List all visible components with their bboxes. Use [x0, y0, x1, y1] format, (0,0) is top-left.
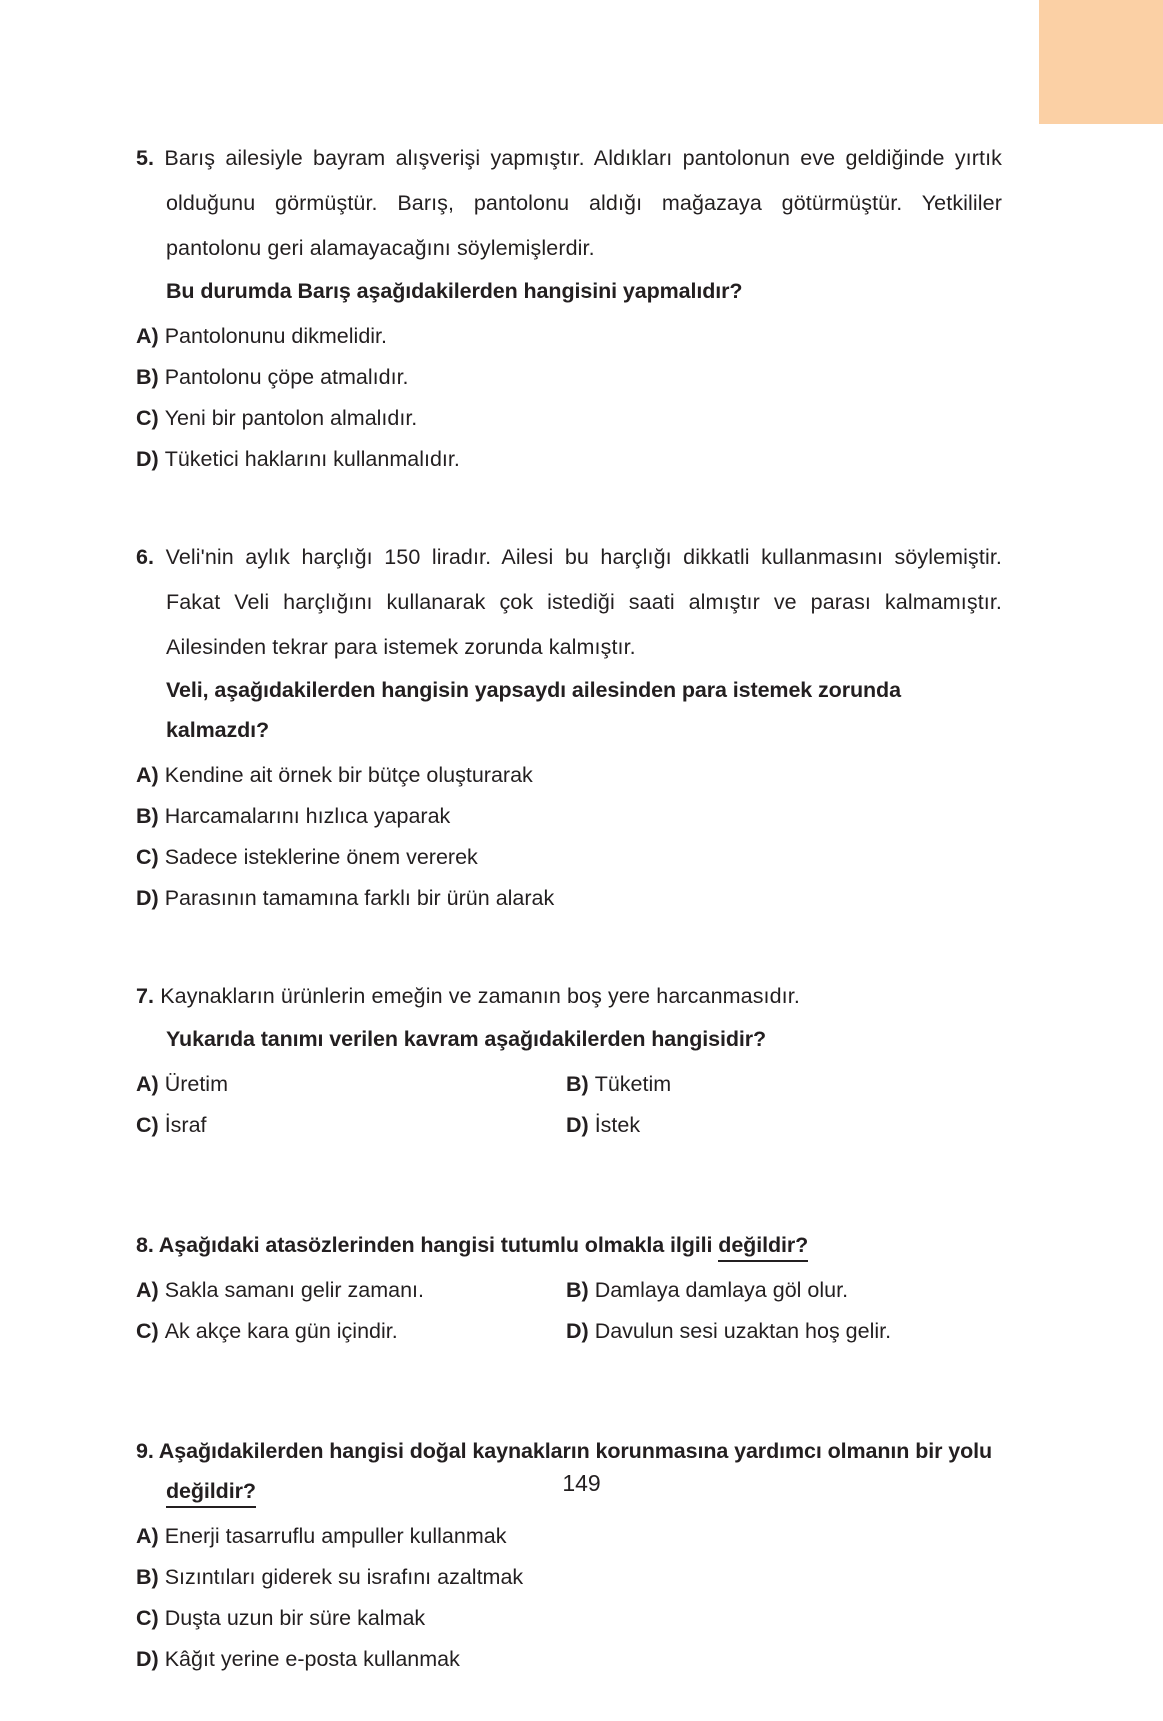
option-b[interactable] [136, 358, 409, 397]
option-label: Duşta uzun bir süre kalmak [164, 1606, 426, 1630]
question-9-prompt-text: 9. Aşağıdakilerden hangisi doğal kaynakların korunmasına yardımcı olmanın bir yolu [136, 1439, 993, 1463]
option-label: Pantolonunu dikmelidir. [164, 324, 387, 348]
option-row [136, 399, 1002, 438]
option-b[interactable] [136, 1558, 523, 1597]
question-5-text: Barış ailesiyle bayram alışverişi yapmıştır. Aldıkları pantolonun eve geldiğinde yırtık olduğunu görmüştür. Barış, pantolonu aldığı mağazaya götürmüştür. Yetkililer pantolonu geri alamayacağını söylemişlerdir. [164, 146, 1002, 260]
option-letter: B) [136, 1565, 159, 1589]
option-label: Pantolonu çöpe atmalıdır. [164, 365, 409, 389]
option-d[interactable] [136, 879, 554, 918]
question-5-options [136, 317, 1002, 479]
option-row [136, 1517, 1002, 1556]
option-label: Sadece isteklerine önem vererek [164, 845, 478, 869]
option-row [136, 838, 1002, 877]
question-8 [136, 1225, 1002, 1351]
question-8-options [136, 1271, 1002, 1351]
option-label: Yeni bir pantolon almalıdır. [164, 406, 418, 430]
section-spacer [136, 960, 1002, 974]
option-label: Ak akçe kara gün içindir. [164, 1319, 398, 1343]
question-6 [136, 535, 1002, 918]
section-spacer [136, 1187, 1002, 1225]
option-row [136, 879, 1002, 918]
option-c[interactable] [136, 1599, 425, 1638]
option-letter: B) [566, 1072, 589, 1096]
corner-accent-block [1039, 0, 1163, 124]
option-row [136, 440, 1002, 479]
section-spacer [136, 1393, 1002, 1431]
option-letter: B) [136, 365, 159, 389]
option-label: Tüketici haklarını kullanmalıdır. [164, 447, 460, 471]
option-row [136, 317, 1002, 356]
option-label: Kendine ait örnek bir bütçe oluşturarak [164, 763, 533, 787]
question-8-prompt-text: 8. Aşağıdaki atasözlerinden hangisi tutumlu olmakla ilgili [136, 1233, 719, 1257]
option-letter: C) [136, 1319, 159, 1343]
question-7-number: 7. [136, 984, 155, 1008]
question-9 [136, 1431, 1002, 1679]
option-a[interactable] [136, 1517, 506, 1556]
option-a[interactable] [136, 1271, 566, 1310]
section-spacer [136, 521, 1002, 535]
option-label: Üretim [164, 1072, 228, 1096]
question-7-prompt: Yukarıda tanımı verilen kavram aşağıdakilerden hangisidir? [166, 1027, 767, 1051]
option-letter: D) [136, 886, 159, 910]
option-letter: C) [136, 406, 159, 430]
option-label: Damlaya damlaya göl olur. [594, 1278, 849, 1302]
option-c[interactable] [136, 1106, 566, 1145]
question-6-number: 6. [136, 545, 155, 569]
option-label: Sızıntıları giderek su israfını azaltmak [164, 1565, 524, 1589]
option-label: Davulun sesi uzaktan hoş gelir. [594, 1319, 892, 1343]
option-letter: D) [136, 447, 159, 471]
option-b[interactable] [136, 797, 450, 836]
option-letter: D) [566, 1319, 589, 1343]
option-c[interactable] [136, 838, 478, 877]
question-9-negation-underlined: değildir? [166, 1479, 256, 1508]
option-row [136, 797, 1002, 836]
option-letter: A) [136, 763, 159, 787]
option-b[interactable] [566, 1271, 1002, 1310]
option-letter: D) [136, 1647, 159, 1671]
option-b[interactable] [566, 1065, 1002, 1104]
question-6-text: Veli'nin aylık harçlığı 150 liradır. Ailesi bu harçlığı dikkatli kullanmasını söylemiştir. Fakat Veli harçlığını kullanarak çok istediği saati almıştır ve parası kalmamıştır. Ailesinden tekrar para istemek zorunda kalmıştır. [165, 545, 1002, 659]
question-8-prompt [136, 1225, 1002, 1265]
option-label: Sakla samanı gelir zamanı. [164, 1278, 424, 1302]
option-c[interactable] [136, 399, 417, 438]
option-letter: A) [136, 324, 159, 348]
question-7-options [136, 1065, 1002, 1145]
option-letter: A) [136, 1278, 159, 1302]
question-5 [136, 136, 1002, 479]
question-6-body [136, 535, 1002, 670]
option-label: Harcamalarını hızlıca yaparak [164, 804, 451, 828]
option-d[interactable] [136, 440, 460, 479]
option-row [136, 1558, 1002, 1597]
question-7 [136, 974, 1002, 1145]
option-letter: B) [566, 1278, 589, 1302]
option-row [136, 1065, 1002, 1104]
option-label: Tüketim [594, 1072, 672, 1096]
option-label: Kâğıt yerine e-posta kullanmak [164, 1647, 460, 1671]
option-letter: C) [136, 845, 159, 869]
option-row [136, 1271, 1002, 1310]
option-a[interactable] [136, 756, 533, 795]
option-d[interactable] [136, 1640, 460, 1679]
question-5-prompt: Bu durumda Barış aşağıdakilerden hangisini yapmalıdır? [166, 279, 743, 303]
option-label: İstek [594, 1113, 641, 1137]
option-row [136, 358, 1002, 397]
option-d[interactable] [566, 1312, 1002, 1351]
option-letter: A) [136, 1524, 159, 1548]
option-letter: A) [136, 1072, 159, 1096]
option-c[interactable] [136, 1312, 566, 1351]
page-number: 149 [562, 1470, 601, 1496]
question-7-text: Kaynakların ürünlerin emeğin ve zamanın boş yere harcanmasıdır. [160, 984, 800, 1008]
option-a[interactable] [136, 317, 387, 356]
option-letter: C) [136, 1113, 159, 1137]
question-6-prompt: Veli, aşağıdakilerden hangisin yapsaydı ailesinden para istemek zorunda kalmazdı? [166, 678, 901, 742]
question-6-options [136, 756, 1002, 918]
option-label: İsraf [164, 1113, 207, 1137]
option-label: Parasının tamamına farklı bir ürün alarak [164, 886, 555, 910]
option-row [136, 1312, 1002, 1351]
option-d[interactable] [566, 1106, 1002, 1145]
question-5-body [136, 136, 1002, 271]
option-a[interactable] [136, 1065, 566, 1104]
question-7-body [136, 974, 1002, 1019]
option-row [136, 1106, 1002, 1145]
option-letter: C) [136, 1606, 159, 1630]
option-letter: D) [566, 1113, 589, 1137]
option-letter: B) [136, 804, 159, 828]
question-5-number: 5. [136, 146, 155, 170]
question-8-negation-underlined: değildir? [718, 1233, 808, 1262]
option-row [136, 1599, 1002, 1638]
option-label: Enerji tasarruflu ampuller kullanmak [164, 1524, 507, 1548]
option-row [136, 1640, 1002, 1679]
option-row [136, 756, 1002, 795]
question-9-options [136, 1517, 1002, 1679]
